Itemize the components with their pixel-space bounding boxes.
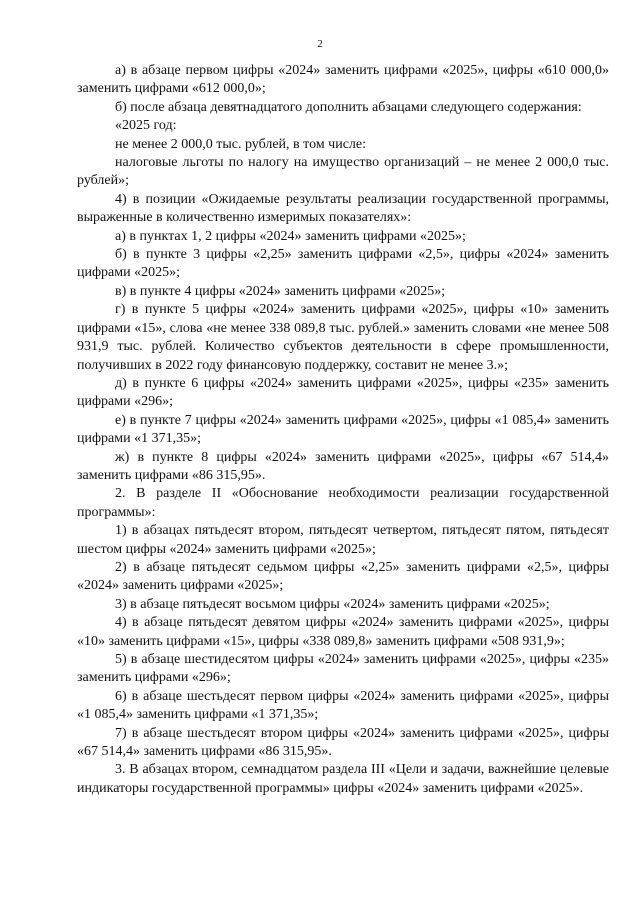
paragraph: 4) в абзаце пятьдесят девятом цифры «2024» заменить цифрами «2025», цифры «10» заменить цифрами «15», цифры «338 089,8» заменить цифрами «508 931,9»; (77, 615, 609, 649)
paragraph: 3) в абзаце пятьдесят восьмом цифры «2024» заменить цифрами «2025»; (115, 596, 550, 612)
paragraph: не менее 2 000,0 тыс. рублей, в том числе: (115, 136, 367, 152)
paragraph: 7) в абзаце шестьдесят втором цифры «2024» заменить цифрами «2025», цифры «67 514,4» заменить цифрами «86 315,95». (77, 725, 609, 760)
paragraph: «2025 год: (115, 118, 177, 134)
paragraph: 4) в позиции «Ожидаемые результаты реализации государственной программы, выраженные в количественно измеримых показателях»: (77, 191, 609, 226)
paragraph: 5) в абзаце шестидесятом цифры «2024» заменить цифрами «2025», цифры «235» заменить цифрами «296»; (77, 652, 609, 686)
paragraph: б) после абзаца девятнадцатого дополнить абзацами следующего содержания: (115, 99, 582, 115)
paragraph: а) в пунктах 1, 2 цифры «2024» заменить цифрами «2025»; (115, 228, 466, 244)
paragraph: 1) в абзацах пятьдесят втором, пятьдесят четвертом, пятьдесят пятом, пятьдесят шестом цифры «2024» заменить цифрами «2025»; (77, 523, 609, 557)
page-number: 2 (317, 38, 323, 50)
paragraph: 3. В абзацах втором, семнадцатом раздела III «Цели и задачи, важнейшие целевые индикаторы государственной программы» цифры «2024» заменить цифрами «2025». (77, 762, 609, 796)
paragraph: а) в абзаце первом цифры «2024» заменить цифрами «2025», цифры «610 000,0» заменить цифрами «612 000,0»; (77, 63, 609, 97)
paragraph: 6) в абзаце шестьдесят первом цифры «2024» заменить цифрами «2025», цифры «1 085,4» заменить цифрами «1 371,35»; (77, 688, 609, 723)
paragraph: 2. В разделе II «Обоснование необходимости реализации государственной программы»: (77, 486, 609, 520)
paragraph: ж) в пункте 8 цифры «2024» заменить цифрами «2025», цифры «67 514,4» заменить цифрами «86 315,95». (77, 449, 609, 483)
paragraph: е) в пункте 7 цифры «2024» заменить цифрами «2025», цифры «1 085,4» заменить цифрами «1 371,35»; (77, 412, 609, 447)
paragraph: д) в пункте 6 цифры «2024» заменить цифрами «2025», цифры «235» заменить цифрами «296»; (77, 375, 609, 410)
paragraph: налоговые льготы по налогу на имущество организаций – не менее 2 000,0 тыс. рублей»; (77, 155, 609, 189)
paragraph: в) в пункте 4 цифры «2024» заменить цифрами «2025»; (115, 283, 446, 299)
paragraph: б) в пункте 3 цифры «2,25» заменить цифрами «2,5», цифры «2024» заменить цифрами «2025»; (77, 247, 609, 281)
paragraph: 2) в абзаце пятьдесят седьмом цифры «2,25» заменить цифрами «2,5», цифры «2024» заменить цифрами «2025»; (77, 559, 609, 594)
paragraph: г) в пункте 5 цифры «2024» заменить цифрами «2025», цифры «10» заменить цифрами «15», слова «не менее 338 089,8 тыс. рублей.» заменить словами «не менее 508 931,9 тыс. рублей. Количество субъектов деятельности в сфере промышленности, получивших в 2022 году финансовую поддержку, составит не менее 3.»; (77, 302, 609, 373)
document-body (77, 62, 609, 798)
